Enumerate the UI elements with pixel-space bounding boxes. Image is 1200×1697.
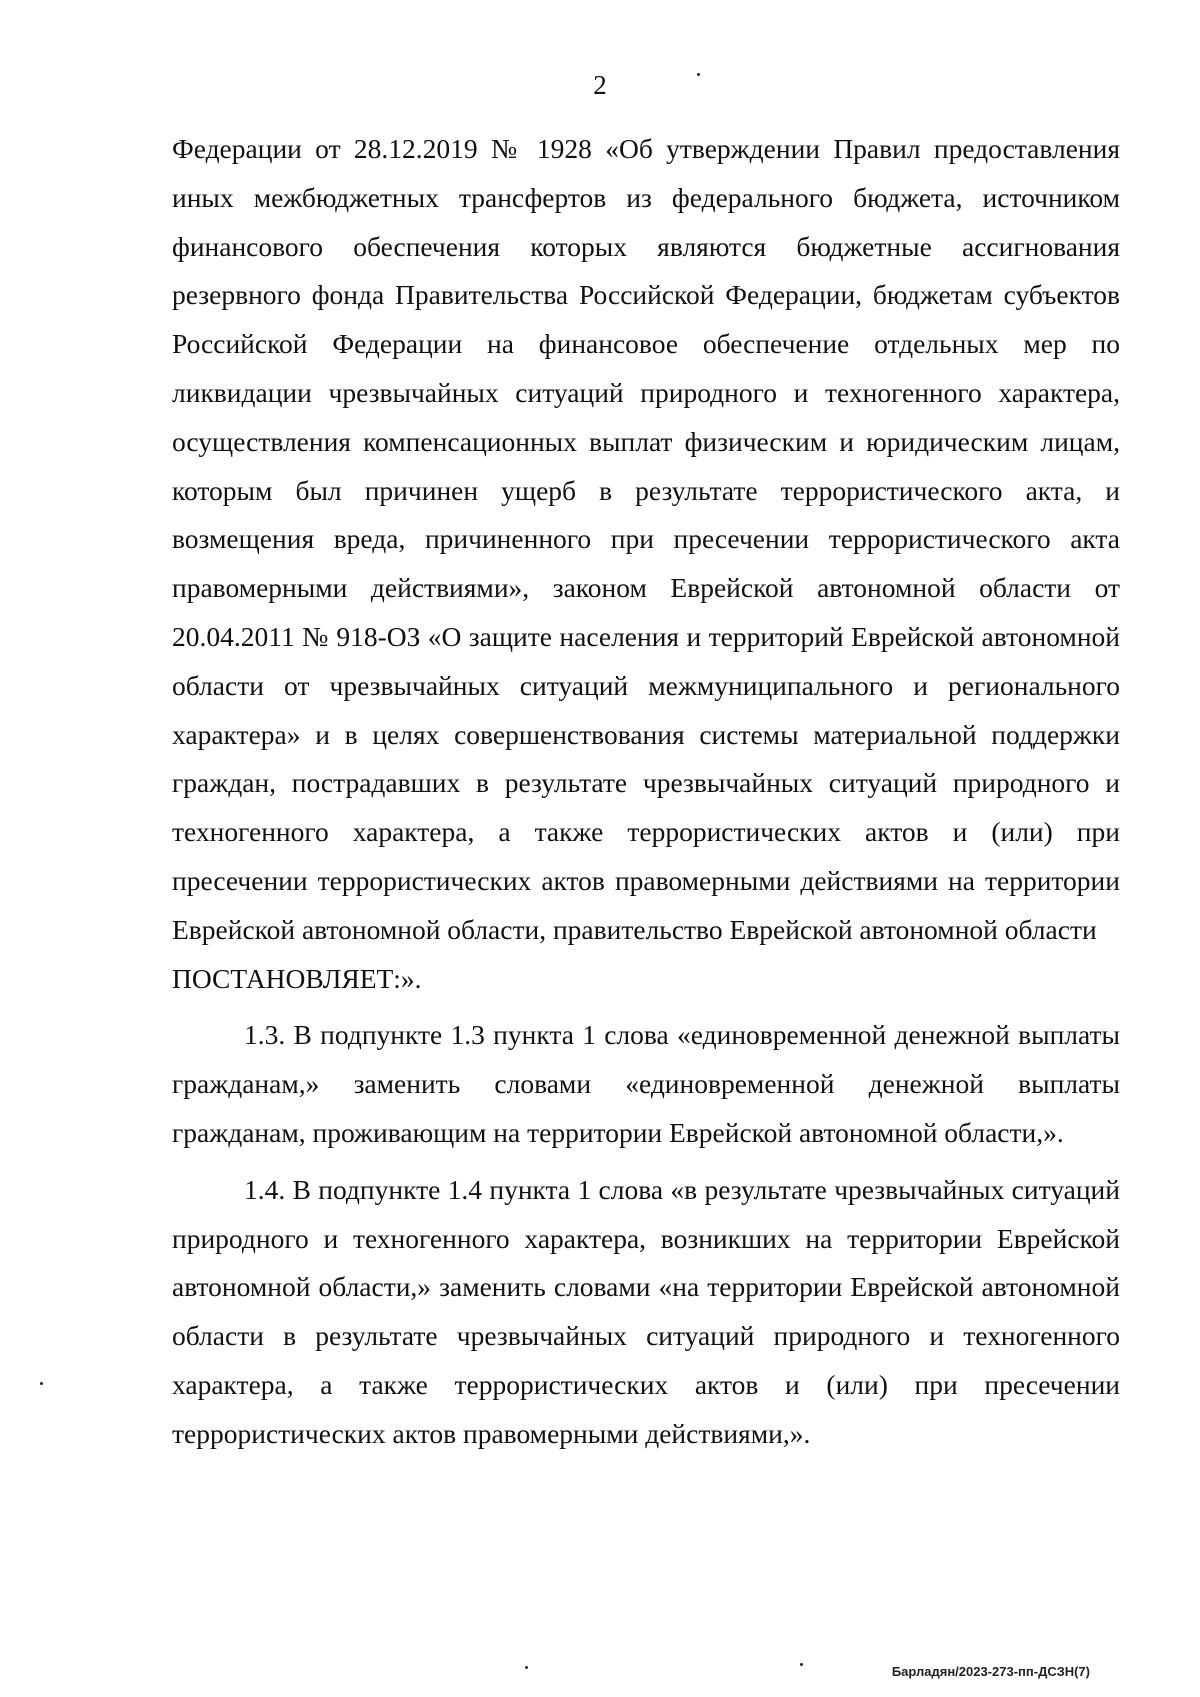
scan-speck [40, 1382, 43, 1385]
scan-speck [697, 73, 700, 76]
document-body [172, 125, 1120, 1459]
paragraph-intro: Федерации от 28.12.2019 № 1928 «Об утверждении Правил предоставления иных межбюджетных трансфертов из федерального бюджета, источником финансового обеспечения которых являются бюджетные ассигнования резервного фонда Правительства Российской Федерации, бюджетам субъектов Российской Федерации на финансовое обеспечение отдельных мер по ликвидации чрезвычайных ситуаций природного и техногенного характера, осуществления компенсационных выплат физическим и юридическим лицам, которым был причинен ущерб в результате террористического акта, и возмещения вреда, причиненного при пресечении террористического акта правомерными действиями», законом Еврейской автономной области от 20.04.2011 № 918-ОЗ «О защите населения и территорий Еврейской автономной области от чрезвычайных ситуаций межмуниципального и регионального характера» и в целях совершенствования системы материальной поддержки граждан, пострадавших в результате чрезвычайных ситуаций природного и техногенного характера, а также террористических актов и (или) при пресечении террористических актов правомерными действиями на территории Еврейской автономной области, правительство Еврейской автономной области [172, 133, 1120, 945]
scan-speck [800, 1663, 803, 1666]
paragraph-item-1-3: 1.3. В подпункте 1.3 пункта 1 слова «единовременной денежной выплаты гражданам,» заменить словами «единовременной денежной выплаты гражданам, проживающим на территории Еврейской автономной области,». [172, 1019, 1120, 1148]
scan-speck [525, 1666, 528, 1669]
paragraph-resolves: ПОСТАНОВЛЯЕТ:». [172, 962, 422, 994]
paragraph-item-1-4: 1.4. В подпункте 1.4 пункта 1 слова «в результате чрезвычайных ситуаций природного и техногенного характера, возникших на территории Еврейской автономной области,» заменить словами «на территории Еврейской автономной области в результате чрезвычайных ситуаций природного и техногенного характера, а также террористических актов и (или) при пресечении террористических актов правомерными действиями,». [172, 1173, 1120, 1449]
page-number: 2 [593, 70, 607, 100]
document-code: Барладян/2023-273-пп-ДСЗН(7) [891, 1664, 1090, 1679]
